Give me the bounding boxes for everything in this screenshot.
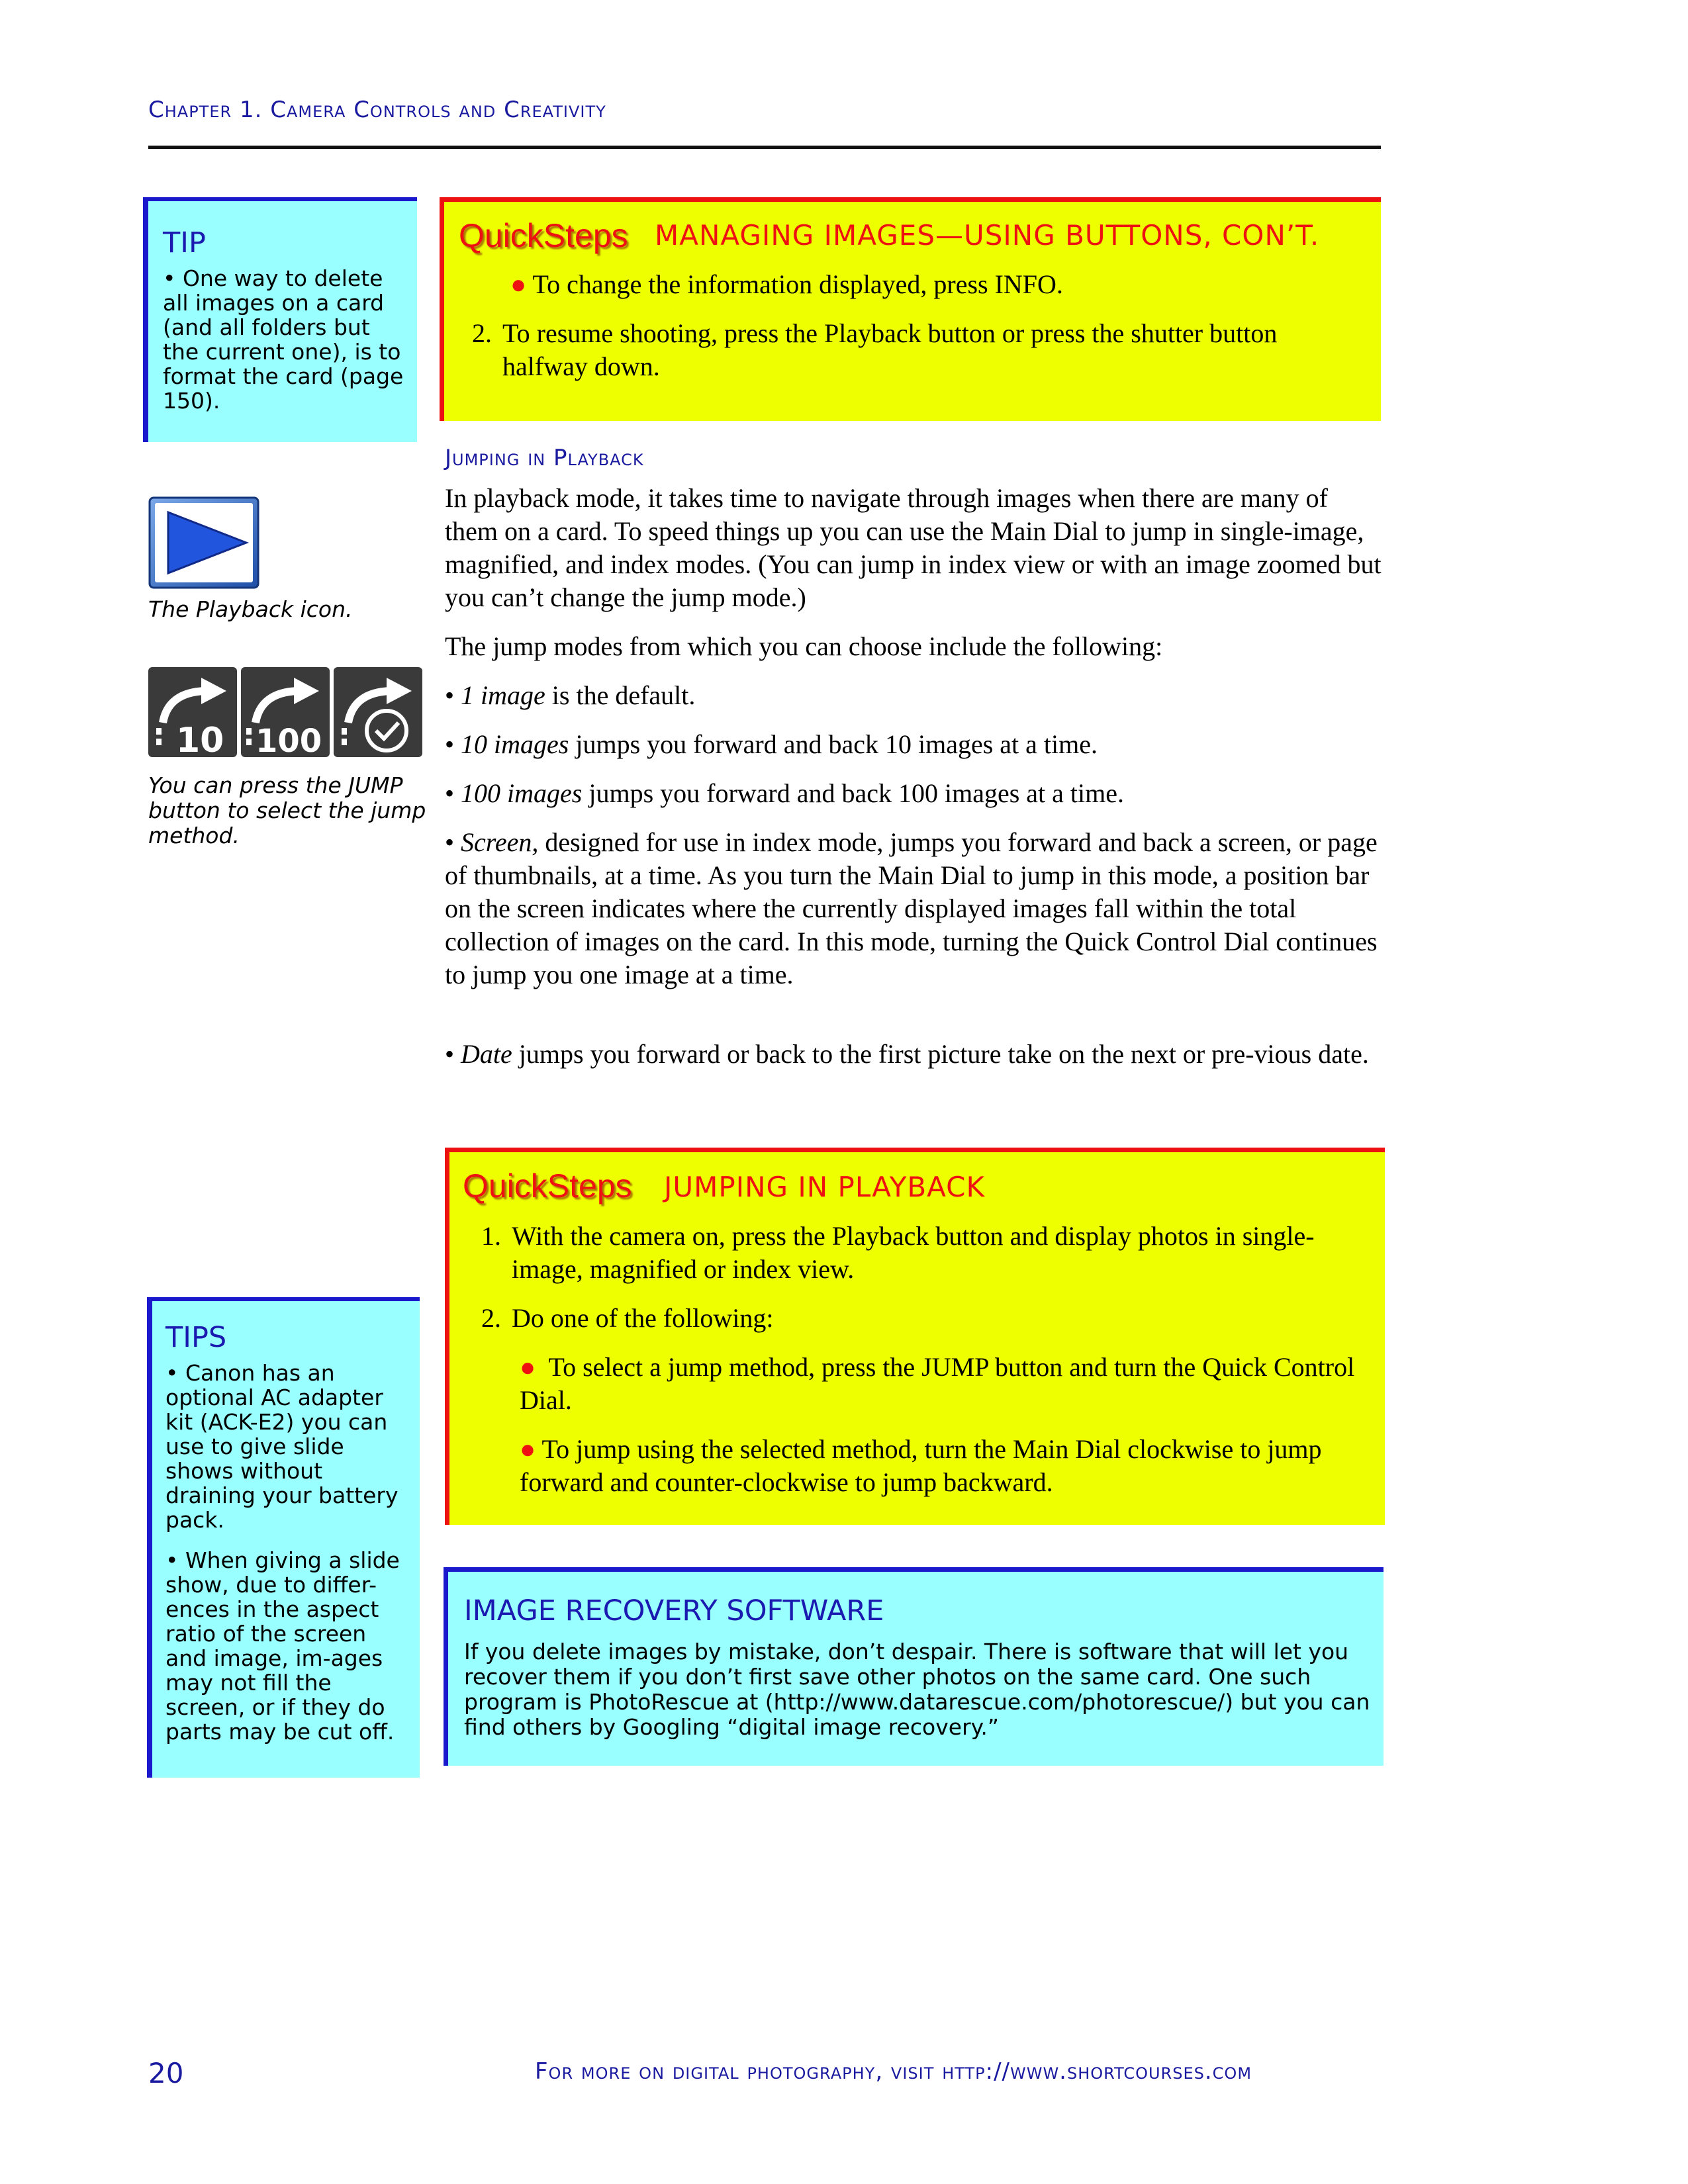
jump-100-icon [241,667,330,757]
jump-mode-text: jumps you forward and back 100 images at a time. [582,778,1125,808]
quicksteps-numbered-item [481,1220,1368,1286]
bullet-icon: ● [520,1434,536,1464]
jump-mode-name: Screen, [461,827,539,857]
jump-mode-text: jumps you forward or back to the first picture take on the next or pre-vious date. [512,1039,1369,1069]
quicksteps-box-jumping [445,1148,1385,1525]
chapter-title: Chapter 1. Camera Controls and Creativity [148,97,606,123]
jump-mode-item: • 10 images jumps you forward and back 10 images at a time. [445,729,1098,759]
page-number: 20 [148,2057,184,2089]
tip-title: TIP [163,226,206,259]
bullet-item-text: To select a jump method, press the JUMP button and turn the Quick Control Dial. [520,1352,1355,1415]
jump-10-icon [148,667,237,757]
item-number: 2. [472,318,492,348]
bullet-icon: ● [510,269,527,299]
quicksteps-logo: QuickSteps [463,1167,632,1205]
jump-mode-text: is the default. [545,680,696,710]
bullet-icon: ● [520,1352,536,1382]
quicksteps-bullet-item [520,1433,1374,1499]
tip-text: • Canon has an optional AC adapter kit (ACK-E2) you can use to give slide shows without draining your battery pack. [165,1360,399,1533]
header-rule [148,146,1381,149]
quicksteps-numbered-item [481,1302,1368,1335]
jump-method-icons [148,667,422,757]
item-number: 2. [481,1303,501,1333]
bullet-item-text: To jump using the selected method, turn the Main Dial clockwise to jump forward and counter-clockwise to jump backward. [520,1434,1322,1497]
image-recovery-box [444,1567,1383,1766]
quicksteps-box-managing-images [440,197,1381,421]
tip-text: • One way to delete all images on a card (and all folders but the current one), is to format the card (page 150). [163,265,404,414]
jump-mode-name: 1 image [461,680,545,710]
jump-caption: You can press the JUMP button to select the jump method. [148,772,426,848]
quicksteps-numbered-item [472,317,1359,383]
quicksteps-title: JUMPING IN PLAYBACK [664,1171,986,1203]
jump-mode-item: • Screen, designed for use in index mode, jumps you forward and back a screen, or page of thumbnails, at a time. As you turn the Main Dial to jump in this mode, a position bar on the screen indicates where the currently displayed images fall within the total collection of images on the card. In this mode, turning the Quick Control Dial continues to jump you one image at a time. [445,827,1378,989]
jump-mode-item: • 1 image is the default. [445,680,696,710]
jump-mode-name: 100 images [461,778,583,808]
jump-10-label: 10 [176,721,224,757]
jump-mode-text: designed for use in index mode, jumps you forward and back a screen, or page of thumbnails, at a time. As you turn the Main Dial to jump in this mode, a position bar on the screen indicates where the currently displayed images fall within the total collection of images on the card. In this mode, turning the Quick Control Dial continues to jump you one image at a time. [445,827,1378,989]
jump-100-label: 100 [256,723,322,757]
body-paragraph: In playback mode, it takes time to navigate through images when there are many of them on a card. To speed things up you can use the Main Dial to jump in single-image, magnified, and index modes. (You can jump in index view or with an image zoomed but you can’t change the jump mode.) [445,483,1382,612]
jump-mode-name: Date [461,1039,512,1069]
jump-mode-item: • Date jumps you forward or back to the first picture take on the next or pre-vious date. [445,1039,1369,1069]
bullet-item-text: To change the information displayed, press INFO. [532,269,1063,299]
item-text: Do one of the following: [512,1303,774,1333]
recovery-title: IMAGE RECOVERY SOFTWARE [464,1594,884,1627]
playback-icon [148,496,259,589]
section-heading: Jumping in Playback [445,445,644,471]
tip-text: • When giving a slide show, due to differ-ences in the aspect ratio of the screen and image, im-ages may not fill the screen, or if they do parts may be cut off. [165,1547,400,1745]
tips-title: TIPS [165,1321,227,1354]
quicksteps-logo: QuickSteps [459,217,628,254]
body-paragraph: The jump modes from which you can choose include the following: [445,631,1163,661]
item-text: With the camera on, press the Playback button and display photos in single-image, magnified or index view. [512,1221,1315,1284]
recovery-text: If you delete images by mistake, don’t despair. There is software that will let you recover them if you don’t first save other photos on the same card. One such program is PhotoRescue at (http://www.datarescue.com/photorescue/) but you can find others by Googling “digital image recovery.” [464,1639,1370,1740]
jump-mode-name: 10 images [461,729,569,759]
quicksteps-title: MANAGING IMAGES—USING BUTTONS, CON’T. [655,219,1320,251]
quicksteps-bullet-item [520,1351,1374,1417]
jump-date-icon [334,667,422,757]
item-text: To resume shooting, press the Playback button or press the shutter button halfway down. [502,318,1278,381]
item-number: 1. [481,1221,501,1251]
tips-box [147,1297,420,1778]
tip-box [143,197,417,442]
jump-mode-text: jumps you forward and back 10 images at a time. [569,729,1098,759]
quicksteps-bullet-item [510,268,1371,301]
footer-text: For more on digital photography, visit http://www.shortcourses.com [535,2058,1252,2085]
playback-caption: The Playback icon. [148,596,353,622]
jump-mode-item: • 100 images jumps you forward and back 100 images at a time. [445,778,1125,808]
